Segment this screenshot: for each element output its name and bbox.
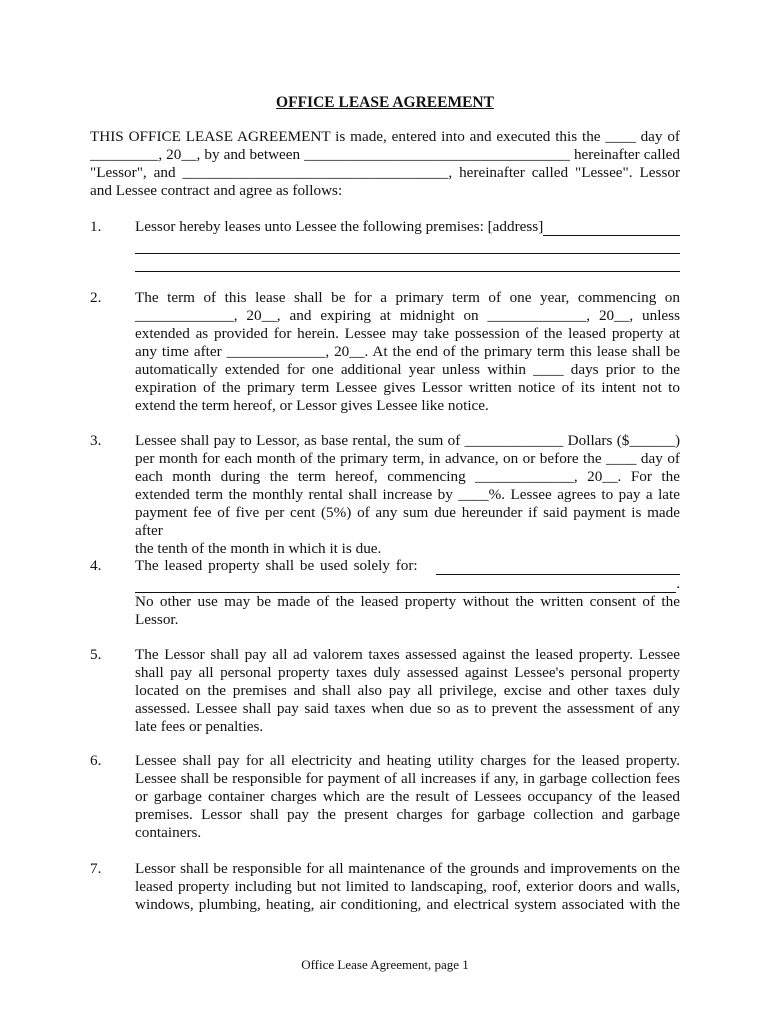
clause-line: the tenth of the month in which it is due. bbox=[135, 540, 382, 557]
clause-line: shall pay all personal property taxes duly assessed against Lessee's personal property bbox=[135, 664, 680, 681]
clause-line: assessed. Lessee shall pay said taxes when due so as to prevent the assessment of any bbox=[135, 700, 680, 717]
clause-line: late fees or penalties. bbox=[135, 718, 264, 735]
intro-line: _________, 20__, by and between ___________________________________ hereinafter called bbox=[90, 146, 680, 163]
clause-line: payment fee of five per cent (5%) of any sum due hereunder if said payment is made after bbox=[135, 504, 680, 539]
clause-line: Lessee shall be responsible for payment of all increases if any, in garbage collection fees bbox=[135, 770, 680, 787]
clause-line: Lessee shall pay for all electricity and heating utility charges for the leased property. bbox=[135, 752, 680, 769]
page-footer: Office Lease Agreement, page 1 bbox=[301, 957, 469, 972]
clause-line: Lessee shall pay to Lessor, as base rental, the sum of _____________ Dollars ($______) bbox=[135, 432, 680, 449]
clause-number: 4. bbox=[90, 557, 102, 574]
clause-line: premises. Lessor shall pay the present charges for garbage collection and garbage bbox=[135, 806, 680, 823]
clause-number: 2. bbox=[90, 289, 102, 306]
blank-line bbox=[135, 236, 680, 254]
clause-line: containers. bbox=[135, 824, 202, 841]
document-title: OFFICE LEASE AGREEMENT bbox=[276, 94, 494, 111]
address-blank bbox=[543, 221, 680, 236]
clause-line: Lessor shall be responsible for all maintenance of the grounds and improvements on the bbox=[135, 860, 680, 877]
blank-line bbox=[135, 254, 680, 272]
clause-line: extended as provided for herein. Lessee may take possession of the leased property at bbox=[135, 325, 680, 342]
use-line-2 bbox=[135, 575, 680, 593]
clause-line: any time after _____________, 20__. At the end of the primary term this lease shall be bbox=[135, 343, 680, 360]
clause-line: automatically extended for one additional year unless within ____ days prior to the bbox=[135, 361, 680, 378]
clause-number: 1. bbox=[90, 218, 102, 235]
clause-line: windows, plumbing, heating, air conditioning, and electrical system associated with the bbox=[135, 896, 680, 913]
clause-text: Lessor hereby leases unto Lessee the following premises: [address] bbox=[135, 218, 544, 235]
clause-line: each month during the term hereof, commencing _____________, 20__. For the bbox=[135, 468, 680, 485]
intro-line: THIS OFFICE LEASE AGREEMENT is made, entered into and executed this the ____ day of bbox=[90, 128, 680, 145]
clause-text: The leased property shall be used solely for: bbox=[135, 557, 418, 574]
use-blank bbox=[436, 560, 680, 575]
clause-number: 6. bbox=[90, 752, 102, 769]
clause-line: expiration of the primary term Lessee gives Lessor written notice of its intent not to bbox=[135, 379, 680, 396]
clause-line: leased property including but not limited to landscaping, roof, exterior doors and walls, bbox=[135, 878, 680, 895]
intro-line: "Lessor", and ___________________________________, hereinafter called "Lessee". Lessor bbox=[90, 164, 680, 181]
clause-line: per month for each month of the primary term, in advance, on or before the ____ day of bbox=[135, 450, 680, 467]
clause-line: Lessor. bbox=[135, 611, 179, 628]
use-blank bbox=[135, 578, 676, 593]
intro-paragraph bbox=[90, 128, 680, 200]
clause-line: located on the premises and shall also pay all privilege, excise and other taxes duly bbox=[135, 682, 680, 699]
period-mark: . bbox=[676, 575, 680, 592]
clause-number: 3. bbox=[90, 432, 102, 449]
clause-line: No other use may be made of the leased property without the written consent of the bbox=[135, 593, 680, 610]
clause-line: The Lessor shall pay all ad valorem taxes assessed against the leased property. Lessee bbox=[135, 646, 680, 663]
clause-line: extended term the monthly rental shall increase by ____%. Lessee agrees to pay a late bbox=[135, 486, 680, 503]
clause-number: 5. bbox=[90, 646, 102, 663]
clause-line: or garbage container charges which are the result of Lessees occupancy of the leased bbox=[135, 788, 680, 805]
premises-line bbox=[135, 218, 680, 236]
clause-number: 7. bbox=[90, 860, 102, 877]
clause-line: The term of this lease shall be for a primary term of one year, commencing on bbox=[135, 289, 680, 306]
intro-line: and Lessee contract and agree as follows: bbox=[90, 182, 343, 199]
use-line bbox=[135, 557, 680, 575]
clause-line: extend the term hereof, or Lessor gives Lessee like notice. bbox=[135, 397, 489, 414]
clause-line: _____________, 20__, and expiring at midnight on _____________, 20__, unless bbox=[135, 307, 680, 324]
